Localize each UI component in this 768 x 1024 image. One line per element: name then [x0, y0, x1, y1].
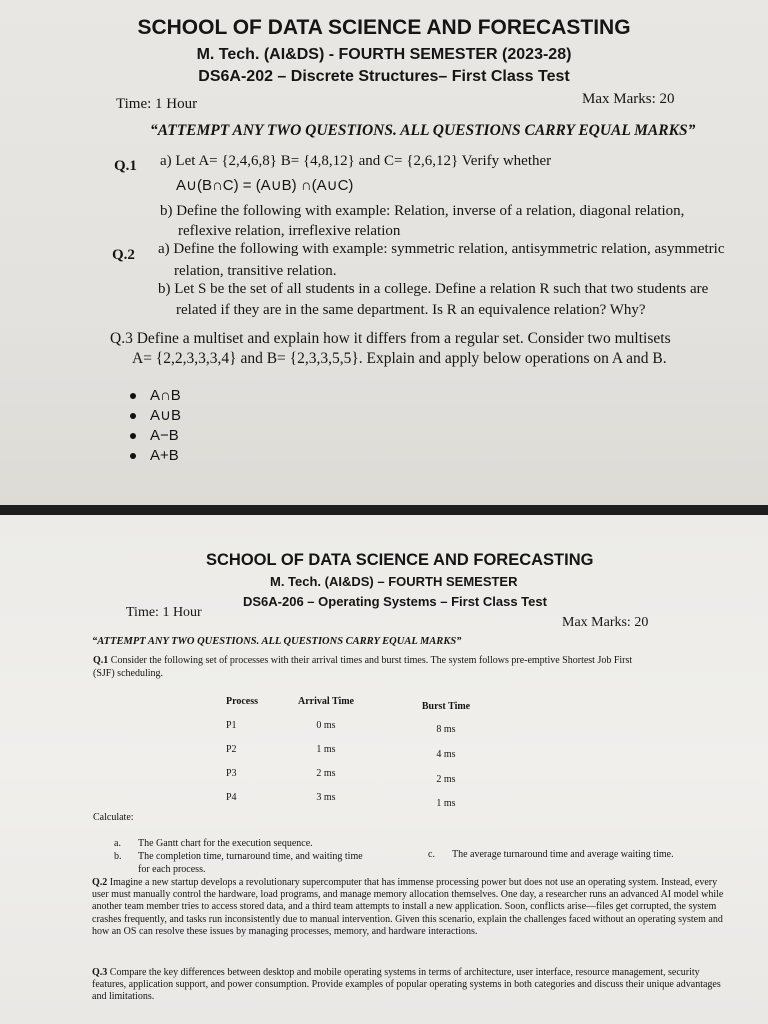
- header-arrival-time: Arrival Time: [297, 696, 354, 707]
- max-marks: Max Marks: 20: [562, 615, 649, 630]
- cell-process: P1: [226, 720, 237, 731]
- header-process: Process: [226, 696, 259, 707]
- paper-background: [0, 515, 768, 1024]
- course-line: DS6A-202 – Discrete Structures– First Class Test: [198, 68, 570, 85]
- list-item: A+B: [130, 446, 181, 466]
- school-title: SCHOOL OF DATA SCIENCE AND FORECASTING: [206, 551, 594, 569]
- school-title: SCHOOL OF DATA SCIENCE AND FORECASTING: [137, 16, 631, 39]
- time-allowed: Time: 1 Hour: [116, 96, 198, 112]
- cell-arrival: 1 ms: [316, 744, 336, 755]
- course-line: DS6A-206 – Operating Systems – First Class Test: [243, 594, 547, 609]
- question-3-line1: Q.3 Define a multiset and explain how it differs from a regular set. Consider two multisets: [110, 330, 671, 347]
- max-marks: Max Marks: 20: [582, 91, 675, 107]
- header-burst-time: Burst Time: [421, 701, 471, 712]
- cell-burst: 1 ms: [436, 798, 456, 809]
- exam-instruction: “ATTEMPT ANY TWO QUESTIONS. ALL QUESTIONS CARRY EQUAL MARKS”: [150, 122, 696, 139]
- cell-arrival: 2 ms: [316, 768, 336, 779]
- question-2-label: Q.2: [112, 247, 135, 263]
- question-2b-text: b) Let S be the set of all students in a college. Define a relation R such that two students are: [158, 281, 709, 297]
- question-1-label: Q.1: [93, 655, 109, 666]
- cell-process: P4: [226, 792, 237, 803]
- question-3-text-cont: A= {2,2,3,3,3,4} and B= {2,3,3,5,5}. Explain and apply below operations on A and B.: [132, 350, 667, 367]
- cell-process: P3: [226, 768, 237, 779]
- question-1a-text: a) Let A= {2,4,6,8} B= {4,8,12} and C= {2,6,12} Verify whether: [160, 153, 552, 169]
- cell-burst: 4 ms: [436, 749, 456, 760]
- time-allowed: Time: 1 Hour: [126, 605, 202, 620]
- cell-burst: 8 ms: [436, 724, 456, 735]
- program-line: M. Tech. (AI&DS) - FOURTH SEMESTER (2023-28): [196, 46, 572, 63]
- question-2-text: [92, 877, 728, 938]
- list-item: A−B: [130, 426, 181, 446]
- program-line: M. Tech. (AI&DS) – FOURTH SEMESTER: [270, 574, 518, 589]
- calc-item-b: b. The completion time, turnaround time, and waiting time: [114, 851, 363, 862]
- question-3-text: [92, 967, 728, 1004]
- question-2-body: Imagine a new startup develops a revolutionary supercomputer that has immense processing power but does not use an operating system. Instead, every user must manually control the hardware, load programs, and manage memory allocation themselves. One day, a researcher runs an advanced AI model while another team member tries to access stored data, and a third team attempts to install a new application. Soon, conflicts arise—files get corrupted, the system crashes frequently, and tasks run inconsistently due to manual intervention. Given this scenario, explain the challenges faced without an operating system and how an OS can resolve these issues by managing processes, memory, and hardware interactions.: [92, 877, 724, 937]
- calc-item-b-cont: for each process.: [138, 864, 206, 875]
- question-1-line1: Consider the following set of processes with their arrival times and burst times. The system follows pre-emptive Shortest Job First: [110, 655, 633, 666]
- question-2a-text: a) Define the following with example: symmetric relation, antisymmetric relation, asymmetric: [158, 241, 725, 257]
- question-1-text-cont: (SJF) scheduling.: [93, 668, 163, 679]
- list-item: A∩B: [130, 386, 181, 406]
- calc-item-a: a. The Gantt chart for the execution sequence.: [114, 838, 313, 849]
- cell-arrival: 3 ms: [316, 792, 336, 803]
- question-3-label: Q.3: [92, 967, 108, 978]
- exam-instruction: “ATTEMPT ANY TWO QUESTIONS. ALL QUESTIONS CARRY EQUAL MARKS”: [92, 636, 462, 647]
- question-1a-equation: A∪(B∩C) = (A∪B) ∩(A∪C): [176, 177, 354, 194]
- question-1-text: [93, 655, 632, 666]
- question-2a-text-cont: relation, transitive relation.: [174, 263, 337, 279]
- question-1b-text-cont: reflexive relation, irreflexive relation: [178, 223, 401, 239]
- cell-arrival: 0 ms: [316, 720, 336, 731]
- calc-item-c: c. The average turnaround time and average waiting time.: [428, 849, 674, 860]
- question-2-label: Q.2: [92, 877, 108, 888]
- calculate-label: Calculate:: [93, 812, 134, 823]
- cell-burst: 2 ms: [436, 774, 456, 785]
- question-1b-text: b) Define the following with example: Relation, inverse of a relation, diagonal relation,: [160, 203, 685, 219]
- question-2b-text-cont: related if they are in the same department. Is R an equivalence relation? Why?: [176, 302, 646, 318]
- cell-process: P2: [226, 744, 237, 755]
- question-1-label: Q.1: [114, 158, 137, 174]
- list-item: A∪B: [130, 406, 181, 426]
- question-3-body: Compare the key differences between desktop and mobile operating systems in terms of architecture, user interface, resource management, security features, application support, and power consumption. Provide examples of popular operating systems in both categories and discuss their unique advantages and limitations.: [92, 967, 721, 1003]
